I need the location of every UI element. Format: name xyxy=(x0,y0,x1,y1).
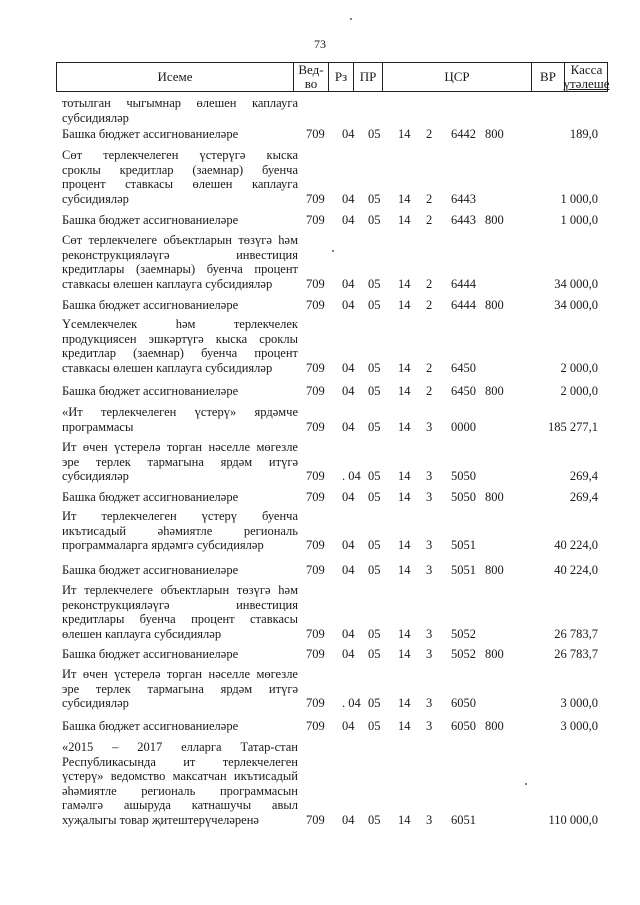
row-description xyxy=(62,440,298,484)
amount-cell: 1 000,0 xyxy=(560,213,598,227)
csr-part1-cell: 14 xyxy=(398,469,411,483)
description-line: субсидияләр xyxy=(62,110,129,125)
description-line: Сөт терлекчелеген үстерүгә кыска xyxy=(62,148,298,162)
pr-cell: 05 xyxy=(368,419,381,434)
row-description xyxy=(62,213,298,228)
csr-part2-cell: 3 xyxy=(426,812,433,827)
csr-part3-cell: 6450 xyxy=(451,384,476,398)
description-line: Ит өчен үстерелә торган нәселле мөгезле xyxy=(62,667,298,681)
vedomstvo-cell: 709 xyxy=(306,298,325,312)
csr-part1-cell: 14 xyxy=(398,298,411,312)
amount-cell: 110 000,0 xyxy=(548,812,598,827)
description-line: субсидияләр xyxy=(62,696,129,710)
pr-cell: 05 xyxy=(368,812,381,827)
pr-cell: 05 xyxy=(368,490,381,504)
pr-cell: 05 xyxy=(368,469,381,483)
csr-part3-cell: 6444 xyxy=(451,276,476,291)
description-line: Ит терлекчелеген үстерү буенча xyxy=(62,509,298,523)
csr-part2-cell: 3 xyxy=(426,538,433,552)
rz-cell: 04 xyxy=(342,419,355,434)
csr-part3-cell: 5051 xyxy=(451,563,476,577)
pr-cell: 05 xyxy=(368,360,381,375)
csr-part2-cell: 3 xyxy=(426,419,433,434)
rz-cell: 04 xyxy=(342,719,355,733)
rz-cell: 04 xyxy=(342,538,355,552)
rz-cell: 04 xyxy=(342,213,355,227)
pr-cell: 05 xyxy=(368,647,381,661)
csr-part3-cell: 5052 xyxy=(451,647,476,661)
header-vedomstvo: Вед- во xyxy=(298,62,324,91)
scan-speck xyxy=(332,250,334,252)
description-line: Үсемлекчелек һәм терлекчелек xyxy=(62,317,298,331)
amount-cell: 3 000,0 xyxy=(560,719,598,733)
amount-cell: 26 783,7 xyxy=(554,626,598,641)
csr-part2-cell: 3 xyxy=(426,490,433,504)
description-line: программаларга ярдәмгә субсидияләр xyxy=(62,538,264,552)
pr-cell: 05 xyxy=(368,213,381,227)
description-line: Башка бюджет ассигнованиеләре xyxy=(62,490,239,504)
csr-part3-cell: 5050 xyxy=(451,469,476,483)
row-description xyxy=(62,563,298,578)
csr-part1-cell: 14 xyxy=(398,384,411,398)
header-csr: ЦСР xyxy=(444,69,470,84)
description-line: Башка бюджет ассигнованиеләре xyxy=(62,647,239,661)
rz-cell: 04 xyxy=(342,127,355,141)
csr-part1-cell: 14 xyxy=(398,490,411,504)
vedomstvo-cell: 709 xyxy=(306,191,325,206)
scan-speck xyxy=(525,783,527,785)
description-line: Башка бюджет ассигнованиеләре xyxy=(62,384,239,398)
vr-cell: 800 xyxy=(485,384,504,398)
pr-cell: 05 xyxy=(368,563,381,577)
scan-speck xyxy=(350,18,352,20)
row-description xyxy=(62,719,298,734)
vedomstvo-cell: 709 xyxy=(306,127,325,141)
description-line: Башка бюджет ассигнованиеләре xyxy=(62,213,239,227)
csr-part2-cell: 2 xyxy=(426,191,433,206)
amount-cell: 3 000,0 xyxy=(560,696,598,710)
header-name: Исеме xyxy=(157,69,193,84)
rz-cell: 04 xyxy=(342,647,355,661)
csr-part2-cell: 3 xyxy=(426,563,433,577)
csr-part1-cell: 14 xyxy=(398,719,411,733)
description-line: Башка бюджет ассигнованиеләре xyxy=(62,719,239,733)
csr-part3-cell: 5050 xyxy=(451,490,476,504)
description-line: Ит өчен үстерелә торган нәселле мөгезле xyxy=(62,440,298,454)
csr-part3-cell: 5052 xyxy=(451,626,476,641)
vedomstvo-cell: 709 xyxy=(306,719,325,733)
csr-part1-cell: 14 xyxy=(398,812,411,827)
csr-part3-cell: 6443 xyxy=(451,191,476,206)
csr-part2-cell: 3 xyxy=(426,719,433,733)
vr-cell: 800 xyxy=(485,127,504,141)
description-line: кредитлар (заемнар) буенча процент xyxy=(62,346,298,360)
description-line: үстерү» ведомство максатчан икътисадый xyxy=(62,769,298,783)
csr-part2-cell: 3 xyxy=(426,469,433,483)
rz-cell: 04 xyxy=(342,812,355,827)
description-line: тотылган чыгымнар өлешен каплауга xyxy=(62,96,298,110)
rz-cell: 04 xyxy=(342,298,355,312)
description-line: Башка бюджет ассигнованиеләре xyxy=(62,127,239,141)
row-description xyxy=(62,405,298,434)
rz-cell: 04 xyxy=(342,626,355,641)
header-kassa: Касса үтәлеше xyxy=(563,62,610,91)
csr-part1-cell: 14 xyxy=(398,563,411,577)
csr-part1-cell: 14 xyxy=(398,360,411,375)
csr-part1-cell: 14 xyxy=(398,419,411,434)
vedomstvo-cell: 709 xyxy=(306,812,325,827)
description-line: ставкасы өлешен каплауга субсидияләр xyxy=(62,360,273,375)
amount-cell: 269,4 xyxy=(569,490,598,504)
description-line: «Ит терлекчелеген үстерү» ярдәмче xyxy=(62,405,298,419)
description-line: эре терлек тармагына ярдәм итүгә xyxy=(62,454,298,469)
csr-part2-cell: 2 xyxy=(426,360,433,375)
rz-cell: 04 xyxy=(342,563,355,577)
rz-cell: 04 xyxy=(342,191,355,206)
vr-cell: 800 xyxy=(485,647,504,661)
rz-cell: 04 xyxy=(342,384,355,398)
amount-cell: 185 277,1 xyxy=(548,419,598,434)
vr-cell: 800 xyxy=(485,719,504,733)
csr-part3-cell: 6051 xyxy=(451,812,476,827)
vedomstvo-cell: 709 xyxy=(306,626,325,641)
description-line: сроклы кредитлар (заемнар) буенча xyxy=(62,162,298,177)
row-description xyxy=(62,384,298,399)
csr-part1-cell: 14 xyxy=(398,191,411,206)
csr-part1-cell: 14 xyxy=(398,696,411,710)
description-line: реконструкцияләүгә инвестиция xyxy=(62,597,298,612)
vedomstvo-cell: 709 xyxy=(306,276,325,291)
pr-cell: 05 xyxy=(368,538,381,552)
pr-cell: 05 xyxy=(368,696,381,710)
description-line: Ит терлекчелеге объектларын төзүгә һәм xyxy=(62,583,298,597)
amount-cell: 2 000,0 xyxy=(560,360,598,375)
amount-cell: 34 000,0 xyxy=(554,298,598,312)
vedomstvo-cell: 709 xyxy=(306,384,325,398)
amount-cell: 269,4 xyxy=(569,469,598,483)
amount-cell: 26 783,7 xyxy=(554,647,598,661)
csr-part2-cell: 2 xyxy=(426,384,433,398)
header-rz: Рз xyxy=(334,69,348,84)
pr-cell: 05 xyxy=(368,384,381,398)
vr-cell: 800 xyxy=(485,490,504,504)
description-line: Башка бюджет ассигнованиеләре xyxy=(62,563,239,577)
row-description xyxy=(62,148,298,206)
vr-cell: 800 xyxy=(485,563,504,577)
csr-part1-cell: 14 xyxy=(398,213,411,227)
csr-part1-cell: 14 xyxy=(398,127,411,141)
amount-cell: 40 224,0 xyxy=(554,538,598,552)
description-line: Сөт терлекчелеге объектларын төзүгә һәм xyxy=(62,233,298,247)
amount-cell: 2 000,0 xyxy=(560,384,598,398)
pr-cell: 05 xyxy=(368,298,381,312)
csr-part1-cell: 14 xyxy=(398,626,411,641)
row-description xyxy=(62,233,298,291)
pr-cell: 05 xyxy=(368,127,381,141)
vr-cell: 800 xyxy=(485,213,504,227)
table-header xyxy=(56,62,608,92)
row-description xyxy=(62,583,298,641)
csr-part3-cell: 6442 xyxy=(451,127,476,141)
description-line: субсидияләр xyxy=(62,469,129,483)
row-description xyxy=(62,740,298,827)
csr-part2-cell: 2 xyxy=(426,298,433,312)
rz-cell: 04 xyxy=(342,490,355,504)
description-line: субсидияләр xyxy=(62,191,129,206)
description-line: программасы xyxy=(62,419,134,434)
description-line: Башка бюджет ассигнованиеләре xyxy=(62,298,239,312)
vedomstvo-cell: 709 xyxy=(306,469,325,483)
description-line: гамәлгә ашыруда катнашучы авыл xyxy=(62,798,298,812)
description-line: кредитлары буенча процент ставкасы xyxy=(62,612,298,626)
vedomstvo-cell: 709 xyxy=(306,563,325,577)
pr-cell: 05 xyxy=(368,626,381,641)
description-line: икътисадый әһәмиятле региональ xyxy=(62,523,298,538)
row-description xyxy=(62,490,298,505)
amount-cell: 34 000,0 xyxy=(554,276,598,291)
header-pr: ПР xyxy=(359,69,377,84)
rz-cell: . 04 xyxy=(342,469,361,483)
csr-part3-cell: 6050 xyxy=(451,696,476,710)
pr-cell: 05 xyxy=(368,276,381,291)
vedomstvo-cell: 709 xyxy=(306,360,325,375)
description-line: эре терлек тармагына ярдәм итүгә xyxy=(62,681,298,696)
row-description xyxy=(62,317,298,375)
pr-cell: 05 xyxy=(368,719,381,733)
csr-part2-cell: 2 xyxy=(426,276,433,291)
description-line: ставкасы өлешен каплауга субсидияләр xyxy=(62,276,273,291)
csr-part2-cell: 2 xyxy=(426,127,433,141)
csr-part1-cell: 14 xyxy=(398,647,411,661)
page-number: 73 xyxy=(314,37,326,51)
pr-cell: 05 xyxy=(368,191,381,206)
vedomstvo-cell: 709 xyxy=(306,213,325,227)
rz-cell: 04 xyxy=(342,360,355,375)
description-line: «2015 – 2017 елларга Татар-стан xyxy=(62,740,298,754)
vedomstvo-cell: 709 xyxy=(306,490,325,504)
csr-part3-cell: 6050 xyxy=(451,719,476,733)
csr-part3-cell: 0000 xyxy=(451,419,476,434)
row-description xyxy=(62,96,298,125)
csr-part3-cell: 5051 xyxy=(451,538,476,552)
description-line: Республикасында ит терлекчелеген xyxy=(62,754,298,769)
header-vr: ВР xyxy=(540,69,556,84)
csr-part3-cell: 6443 xyxy=(451,213,476,227)
rz-cell: 04 xyxy=(342,276,355,291)
description-line: продукциясен эшкәртүгә кыска сроклы xyxy=(62,331,298,346)
row-description xyxy=(62,647,298,662)
description-line: әһәмиятле региональ программасын xyxy=(62,783,298,798)
row-description xyxy=(62,667,298,711)
csr-part2-cell: 2 xyxy=(426,213,433,227)
csr-part3-cell: 6444 xyxy=(451,298,476,312)
csr-part1-cell: 14 xyxy=(398,538,411,552)
description-line: өлешен каплауга субсидияләр xyxy=(62,626,222,641)
csr-part2-cell: 3 xyxy=(426,647,433,661)
description-line: процент ставкасы өлешен каплауга xyxy=(62,177,298,191)
row-description xyxy=(62,127,298,142)
description-line: кредитлары (заемнары) буенча процент xyxy=(62,262,298,276)
rz-cell: . 04 xyxy=(342,696,361,710)
vr-cell: 800 xyxy=(485,298,504,312)
vedomstvo-cell: 709 xyxy=(306,419,325,434)
amount-cell: 40 224,0 xyxy=(554,563,598,577)
description-line: хуҗалыгы товар җитештерүчеләренә xyxy=(62,812,259,827)
amount-cell: 189,0 xyxy=(569,127,598,141)
vedomstvo-cell: 709 xyxy=(306,538,325,552)
row-description xyxy=(62,509,298,553)
csr-part2-cell: 3 xyxy=(426,626,433,641)
csr-part3-cell: 6450 xyxy=(451,360,476,375)
csr-part2-cell: 3 xyxy=(426,696,433,710)
vedomstvo-cell: 709 xyxy=(306,647,325,661)
vedomstvo-cell: 709 xyxy=(306,696,325,710)
csr-part1-cell: 14 xyxy=(398,276,411,291)
description-line: реконструкцияләүгә инвестиция xyxy=(62,247,298,262)
amount-cell: 1 000,0 xyxy=(560,191,598,206)
row-description xyxy=(62,298,298,313)
